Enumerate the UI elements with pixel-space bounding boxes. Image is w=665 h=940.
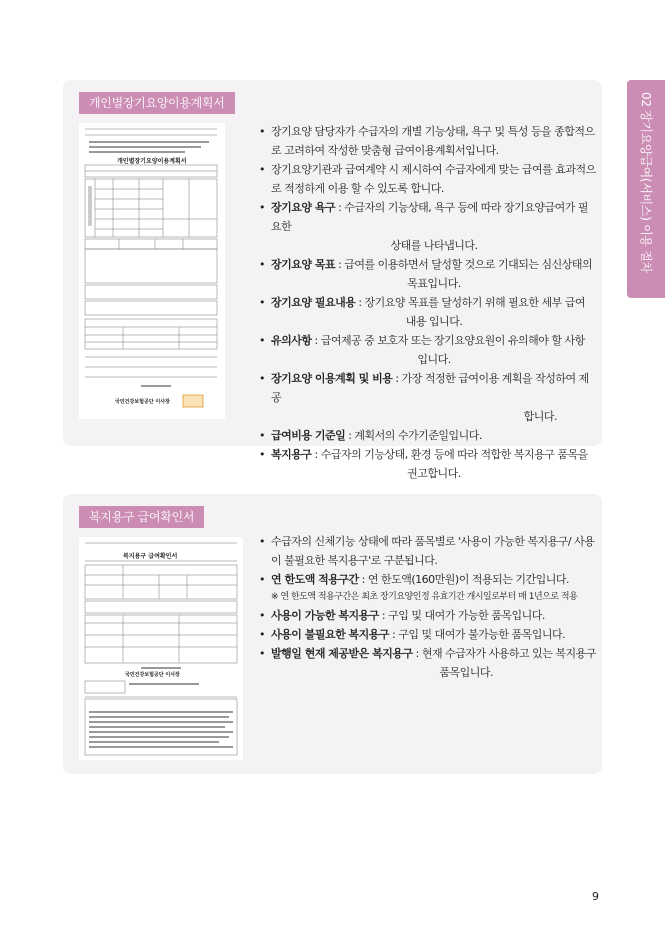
- list-item: • 복지용구 : 수급자의 기능상태, 환경 등에 따라 적합한 복지용구 품목을 권고합니다.: [259, 445, 597, 483]
- list-item: • 장기요양 목표 : 급여를 이용하면서 달성할 것으로 기대되는 심신상태의 목표입니다.: [259, 255, 597, 293]
- welfare-equipment-document-thumbnail: [79, 537, 243, 760]
- list-item: • 사용이 가능한 복지용구 : 구입 및 대여가 가능한 품목입니다.: [259, 606, 597, 625]
- list-item: • 장기요양 담당자가 수급자의 개별 기능상태, 욕구 및 특성 등을 종합적으로 고려하여 작성한 맞춤형 급여이용계획서입니다.: [259, 122, 597, 160]
- care-plan-document-thumbnail: [79, 123, 225, 419]
- list-item: • 유의사항 : 급여제공 중 보호자 또는 장기요양요원이 유의해야 할 사항 입니다.: [259, 331, 597, 369]
- care-plan-thumbnail-issuer: 국민건강보험공단 이사장: [115, 399, 170, 405]
- list-item: • 사용이 불필요한 복지용구 : 구입 및 대여가 불가능한 품목입니다.: [259, 625, 597, 644]
- list-item: • 수급자의 신체기능 상태에 따라 품목별로 '사용이 가능한 복지용구/ 사용이 불필요한 복지용구'로 구분됩니다.: [259, 532, 597, 570]
- list-item: • 발행일 현재 제공받은 복지용구 : 현재 수급자가 사용하고 있는 복지용구 품목입니다.: [259, 644, 597, 682]
- welfare-equipment-form-illustration: [79, 537, 243, 760]
- care-plan-thumbnail-heading: 개인별장기요양이용계획서: [117, 158, 187, 165]
- list-item: • 장기요양기관과 급여계약 시 제시하여 수급자에게 맞는 급여를 효과적으로 적정하게 이용 할 수 있도록 합니다.: [259, 160, 597, 198]
- chapter-side-tab-label: 02 장기요양급여(서비스) 이용 절차: [639, 92, 653, 273]
- list-item: • 급여비용 기준일 : 계획서의 수가기준일입니다.: [259, 426, 597, 445]
- page-number: 9: [592, 890, 599, 903]
- welfare-equipment-panel: [63, 494, 602, 774]
- welfare-equipment-thumbnail-issuer: 국민건강보험공단 이사장: [125, 672, 180, 678]
- chapter-side-tab: [627, 80, 665, 298]
- list-item: • 장기요양 욕구 : 수급자의 기능상태, 욕구 등에 따라 장기요양급여가 필요한 상태를 나타냅니다.: [259, 198, 597, 255]
- welfare-equipment-bullets: [259, 532, 597, 682]
- welfare-equipment-thumbnail-heading: 복지용구 급여확인서: [123, 553, 178, 560]
- care-plan-title: 개인별장기요양이용계획서: [79, 92, 235, 114]
- care-plan-bullets: [259, 122, 597, 483]
- care-plan-form-illustration: [79, 123, 225, 419]
- care-plan-panel: [63, 80, 602, 480]
- list-item: • 장기요양 이용계획 및 비용 : 가장 적정한 급여이용 계획을 작성하여 제공 합니다.: [259, 369, 597, 426]
- list-item: • 연 한도액 적용구간 : 연 한도액(160만원)이 적용되는 기간입니다.: [259, 570, 597, 589]
- welfare-equipment-title: 복지용구 급여확인서: [79, 506, 204, 528]
- list-item: • 장기요양 필요내용 : 장기요양 목표를 달성하기 위해 필요한 세부 급여 내용 입니다.: [259, 293, 597, 331]
- list-note: ※ 연 한도액 적용구간은 최초 장기요양인정 유효기간 개시일로부터 매 1년으로 적용: [271, 592, 578, 602]
